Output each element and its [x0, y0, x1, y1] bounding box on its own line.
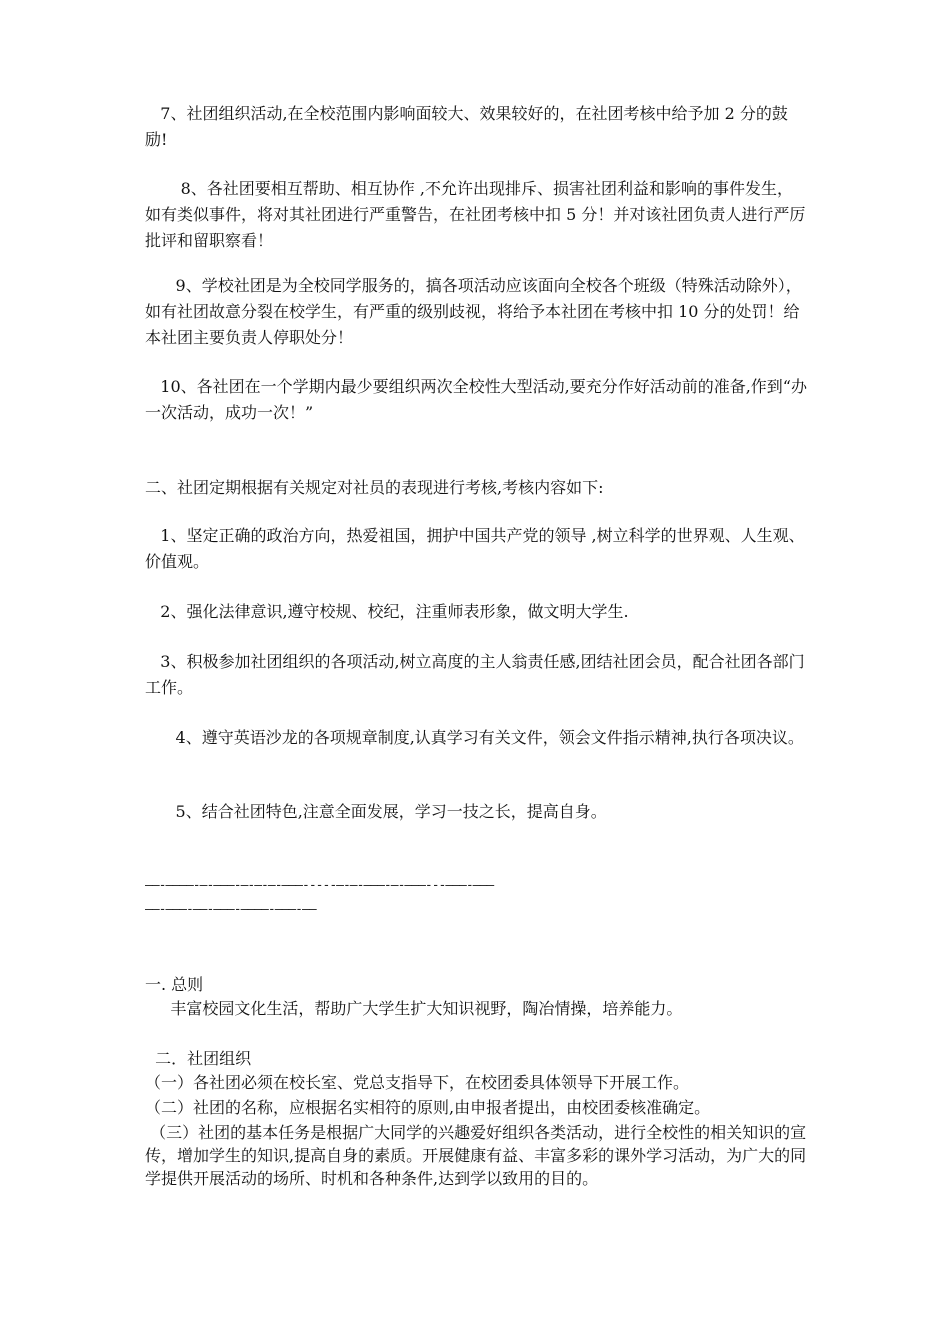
assessment-item-2: 2、强化法律意识,遵守校规、校纪，注重师表形象，做文明大学生. — [145, 602, 629, 621]
organization-item-1: （一）各社团必须在校长室、党总支指导下，在校团委具体领导下开展工作。 — [145, 1073, 690, 1092]
section-title-general: 一. 总则 — [145, 975, 204, 994]
organization-item-2: （二）社团的名称，应根据名实相符的原则,由申报者提出，由校团委核准确定。 — [145, 1098, 711, 1117]
separator-line-2: ——-———-——-———-————-———-—— — [145, 902, 316, 917]
assessment-item-3: 3、积极参加社团组织的各项活动,树立高度的主人翁责任感,团结社团会员，配合社团各部门工作。 — [145, 652, 805, 697]
separator-line-1: ——-————-—-———-—-—-—-———-----—-—-———-—-———---———-——— — [145, 878, 494, 893]
rule-item-8: 8、各社团要相互帮助、相互协作 ,不允许出现排斥、损害社团利益和影响的事件发生，如有类似事件，将对其社团进行严重警告，在社团考核中扣 5 分！并对该社团负责人进行严厉批评和留职察看！ — [145, 179, 806, 250]
section-title-organization: 二．社团组织 — [145, 1049, 252, 1068]
rule-item-7: 7、社团组织活动,在全校范围内影响面较大、效果较好的，在社团考核中给予加 2 分的鼓励! — [145, 104, 788, 149]
section-heading-assessment: 二、社团定期根据有关规定对社员的表现进行考核,考核内容如下: — [145, 478, 604, 497]
assessment-item-5: 5、结合社团特色,注意全面发展，学习一技之长，提高自身。 — [145, 802, 607, 821]
rule-item-10: 10、各社团在一个学期内最少要组织两次全校性大型活动,要充分作好活动前的准备,作到“办一次活动，成功一次！” — [145, 377, 807, 422]
assessment-item-1: 1、坚定正确的政治方向，热爱祖国，拥护中国共产党的领导 ,树立科学的世界观、人生观、价值观。 — [145, 526, 805, 571]
rule-item-9: 9、学校社团是为全校同学服务的，搞各项活动应该面向全校各个班级（特殊活动除外），如有社团故意分裂在校学生，有严重的级别歧视，将给予本社团在考核中扣 10 分的处罚！给本社团主要负责人停职处分！ — [145, 276, 802, 347]
assessment-item-4: 4、遵守英语沙龙的各项规章制度,认真学习有关文件，领会文件指示精神,执行各项决议。 — [145, 728, 804, 747]
general-text: 丰富校园文化生活，帮助广大学生扩大知识视野，陶冶情操，培养能力。 — [145, 999, 683, 1018]
organization-item-3: （三）社团的基本任务是根据广大同学的兴趣爱好组织各类活动，进行全校性的相关知识的宣传，增加学生的知识,提高自身的素质。开展健康有益、丰富多彩的课外学习活动，为广大的同学提供开展活动的场所、时机和各种条件,达到学以致用的目的。 — [145, 1123, 807, 1188]
